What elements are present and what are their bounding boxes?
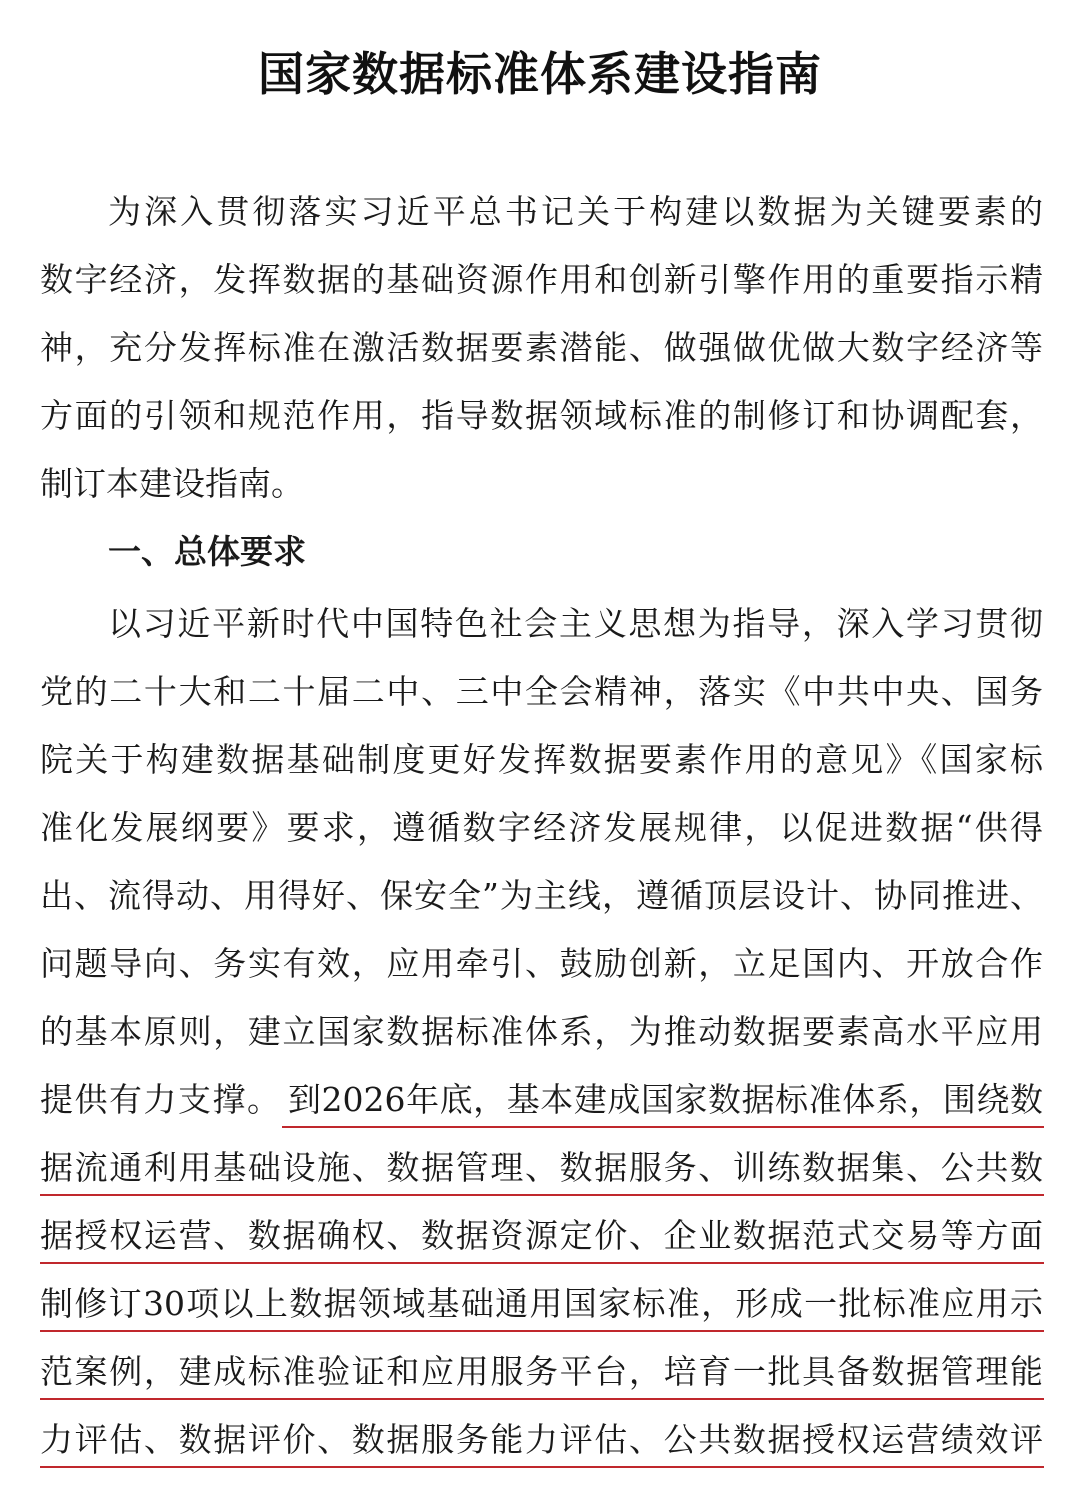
highlight-line-5: 范案例，建成标准验证和应用服务平台，培育一批具备数据管理能 [40, 1352, 1043, 1391]
section-heading: 一、总体要求 [108, 532, 306, 571]
highlight-underline-3 [40, 1262, 1044, 1264]
body-line-1: 以习近平新时代中国特色社会主义思想为指导，深入学习贯彻 [108, 604, 1043, 643]
highlight-line-6: 力评估、数据评价、数据服务能力评估、公共数据授权运营绩效评 [40, 1420, 1043, 1459]
document-title: 国家数据标准体系建设指南 [258, 47, 822, 101]
intro-line-1: 为深入贯彻落实习近平总书记关于构建以数据为关键要素的 [108, 192, 1043, 231]
intro-line-3: 神，充分发挥标准在激活数据要素潜能、做强做优做大数字经济等 [40, 328, 1043, 367]
body-line-6: 问题导向、务实有效，应用牵引、鼓励创新，立足国内、开放合作 [40, 944, 1043, 983]
highlight-underline-5 [40, 1398, 1044, 1400]
body-line-5: 出、流得动、用得好、保安全”为主线，遵循顶层设计、协同推进、 [40, 876, 1043, 915]
body-line-8 [40, 1070, 1043, 1130]
highlight-underline-1 [282, 1126, 1044, 1128]
highlight-line-4: 制修订30项以上数据领域基础通用国家标准，形成一批标准应用示 [40, 1284, 1043, 1323]
highlight-underline-2 [40, 1194, 1044, 1196]
highlight-line-2: 据流通利用基础设施、数据管理、数据服务、训练数据集、公共数 [40, 1148, 1043, 1187]
highlight-underline-6 [40, 1466, 1044, 1468]
highlight-underline-4 [40, 1330, 1044, 1332]
intro-line-5: 制订本建设指南。 [40, 464, 304, 503]
body-line-7: 的基本原则，建立国家数据标准体系，为推动数据要素高水平应用 [40, 1012, 1043, 1051]
body-line-2: 党的二十大和二十届二中、三中全会精神，落实《中共中央、国务 [40, 672, 1043, 711]
body-line-8-plain: 提供有力支撑。 [40, 1080, 280, 1119]
body-line-3: 院关于构建数据基础制度更好发挥数据要素作用的意见》《国家标 [40, 740, 1043, 779]
intro-line-4: 方面的引领和规范作用，指导数据领域标准的制修订和协调配套， [40, 396, 1043, 435]
intro-line-2: 数字经济，发挥数据的基础资源作用和创新引擎作用的重要指示精 [40, 260, 1043, 299]
highlight-line-1: 到2026年底，基本建成国家数据标准体系，围绕数 [288, 1080, 1043, 1119]
body-line-4: 准化发展纲要》要求，遵循数字经济发展规律，以促进数据“供得 [40, 808, 1043, 847]
highlight-line-3: 据授权运营、数据确权、数据资源定价、企业数据范式交易等方面 [40, 1216, 1043, 1255]
